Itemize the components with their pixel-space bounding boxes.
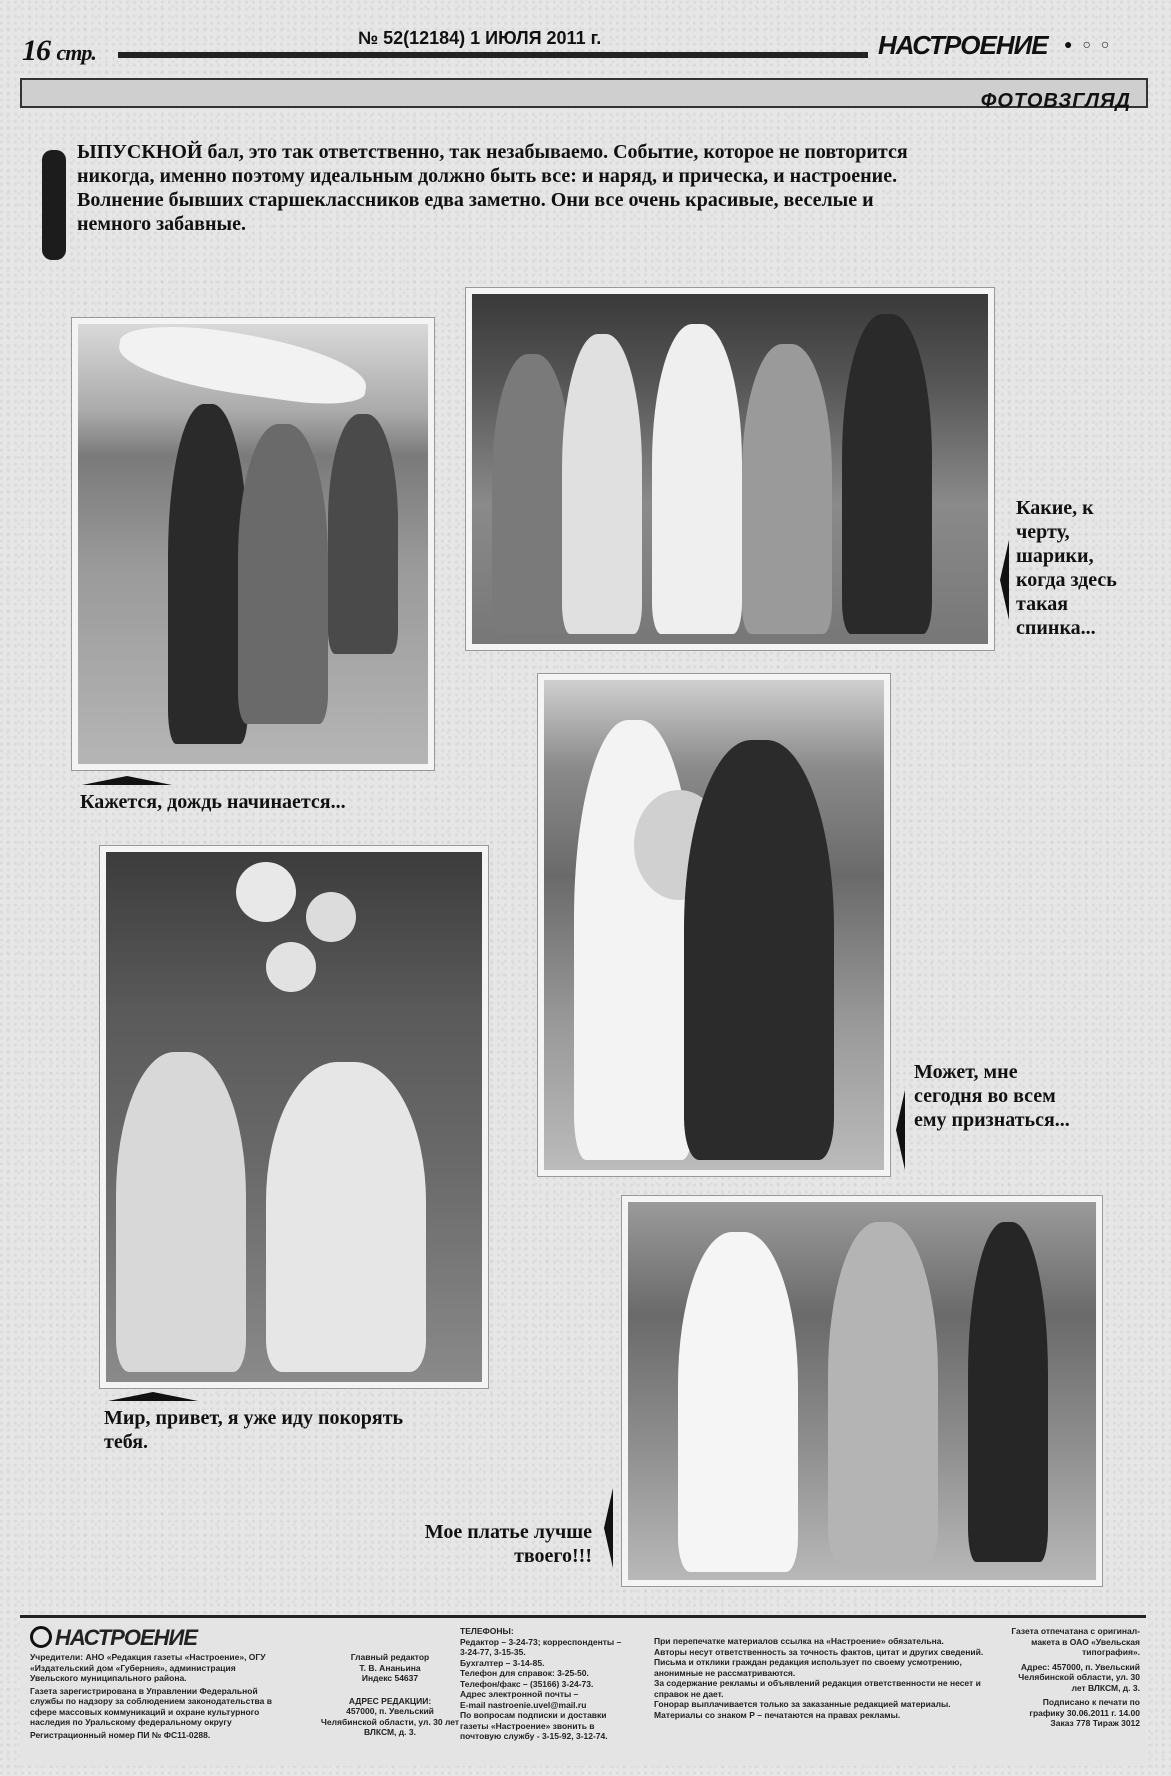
footer-subscription: По вопросам подписки и доставки газеты «Настроение» звонить в почтовую службу - 3-15-92, 3-12-74. [460, 1710, 608, 1741]
footer-editor-title: Главный редактор [350, 1652, 430, 1662]
footer-address: 457000, п. Увельский Челябинской области, ул. 30 лет ВЛКСМ, д. 3. [320, 1706, 460, 1737]
caption-arrow-confess [896, 1090, 905, 1170]
footer-phone-5: Адрес электронной почты – [460, 1689, 579, 1699]
caption-arrow-balloons [1000, 540, 1009, 620]
footer-note-6: Материалы со знаком Р – печатаются на правах рекламы. [654, 1709, 901, 1720]
photo-confess [538, 674, 890, 1176]
header-rule [118, 52, 868, 58]
footer-logo: НАСТРОЕНИЕ [30, 1626, 280, 1648]
footer-note-2: Авторы несут ответственность за точность фактов, цитат и других сведений. [654, 1646, 984, 1657]
photo-rain [72, 318, 434, 770]
footer-order: Заказ 778 Тираж 3012 [1050, 1718, 1140, 1728]
masthead-logo: НАСТРОЕНИЕ [878, 30, 1048, 60]
footer-phone-2: Бухгалтер – 3-14-85. [460, 1657, 545, 1668]
caption-confess: Может, мне сегодня во всем ему признаться... [914, 1061, 1070, 1131]
footer-registration: Газета зарегистрирована в Управлении Федеральной службы по надзору за соблюдением законодательства в сфере массовых коммуникаций и охране культурного наследия по Уральскому федеральному округу [30, 1685, 272, 1727]
caption-arrow-dress [604, 1488, 613, 1568]
footer-note-4: За содержание рекламы и объявлений редакция ответственности не несет и справок не дает. [654, 1678, 981, 1699]
section-bar [20, 78, 1148, 108]
caption-dress: Мое платье лучше твоего!!! [424, 1521, 592, 1567]
intro-text: ЫПУСКНОЙ бал, это так ответственно, так незабываемо. Событие, которое не повторится никогда, именно поэтому идеальным должно быть все: и наряд, и прическа, и настроение. Волнение бывших старшеклассников едва заметно. Они все очень красивые, веселые и немного забавные. [77, 141, 908, 235]
issue-line: № 52(12184) 1 ИЮЛЯ 2011 г. [358, 28, 602, 48]
caption-arrow-rain [82, 776, 172, 785]
footer-printing: Газета отпечатана с оригинал-макета в ОАО «Увельская типография». [1011, 1626, 1140, 1657]
footer-note-3: Письма и отклики граждан редакция использует по своему усмотрению, анонимные не рассматриваются. [654, 1657, 962, 1678]
footer-phone-4: Телефон/факс – (35166) 3-24-73. [460, 1678, 594, 1689]
logo-circle-icon [30, 1626, 52, 1648]
footer-signed: Подписано к печати по графику 30.06.2011 г. 14.00 [1029, 1697, 1140, 1718]
photo-balloons-look [466, 288, 994, 650]
footer-note-1: При перепечатке материалов ссылка на «Настроение» обязательна. [654, 1636, 944, 1646]
footer-phone-3: Телефон для справок: 3-25-50. [460, 1668, 589, 1678]
footer-index: Индекс 54637 [361, 1673, 419, 1683]
decorative-dots: ●○○ [1064, 38, 1120, 53]
caption-balloons: Какие, к черту, шарики, когда здесь такая спинка... [1016, 497, 1117, 639]
caption-rain: Кажется, дождь начинается... [80, 791, 346, 813]
footer-phone-1: Редактор – 3-24-73; корреспонденты – 3-24-77, 3-15-35. [460, 1636, 622, 1657]
caption-arrow-world [108, 1392, 198, 1401]
imprint-footer [20, 1615, 1146, 1766]
footer-founders: Учредители: АНО «Редакция газеты «Настроение», ОГУ «Издательский дом «Губерния», администрация Увельского муниципального района. [30, 1652, 266, 1683]
photo-world [100, 846, 488, 1388]
photo-dress [622, 1196, 1102, 1586]
section-title: ФОТОВЗГЛЯД [980, 90, 1131, 112]
page-number: 16 стр. [22, 34, 96, 67]
footer-email: E-mail nastroenie.uvel@mail.ru [460, 1699, 587, 1710]
dropcap [42, 150, 66, 260]
caption-world: Мир, привет, я уже иду покорять тебя. [104, 1407, 404, 1453]
footer-address-title: АДРЕС РЕДАКЦИИ: [348, 1695, 432, 1706]
footer-phones-title: ТЕЛЕФОНЫ: [460, 1626, 514, 1636]
footer-printing-address: Адрес: 457000, п. Увельский Челябинской области, ул. 30 лет ВЛКСМ, д. 3. [1018, 1661, 1140, 1693]
footer-note-5: Гонорар выплачивается только за заказанные редакцией материалы. [654, 1699, 951, 1709]
footer-reg-number: Регистрационный номер ПИ № ФС11-0288. [30, 1729, 211, 1740]
footer-editor-name: Т. В. Ананьина [359, 1662, 421, 1673]
